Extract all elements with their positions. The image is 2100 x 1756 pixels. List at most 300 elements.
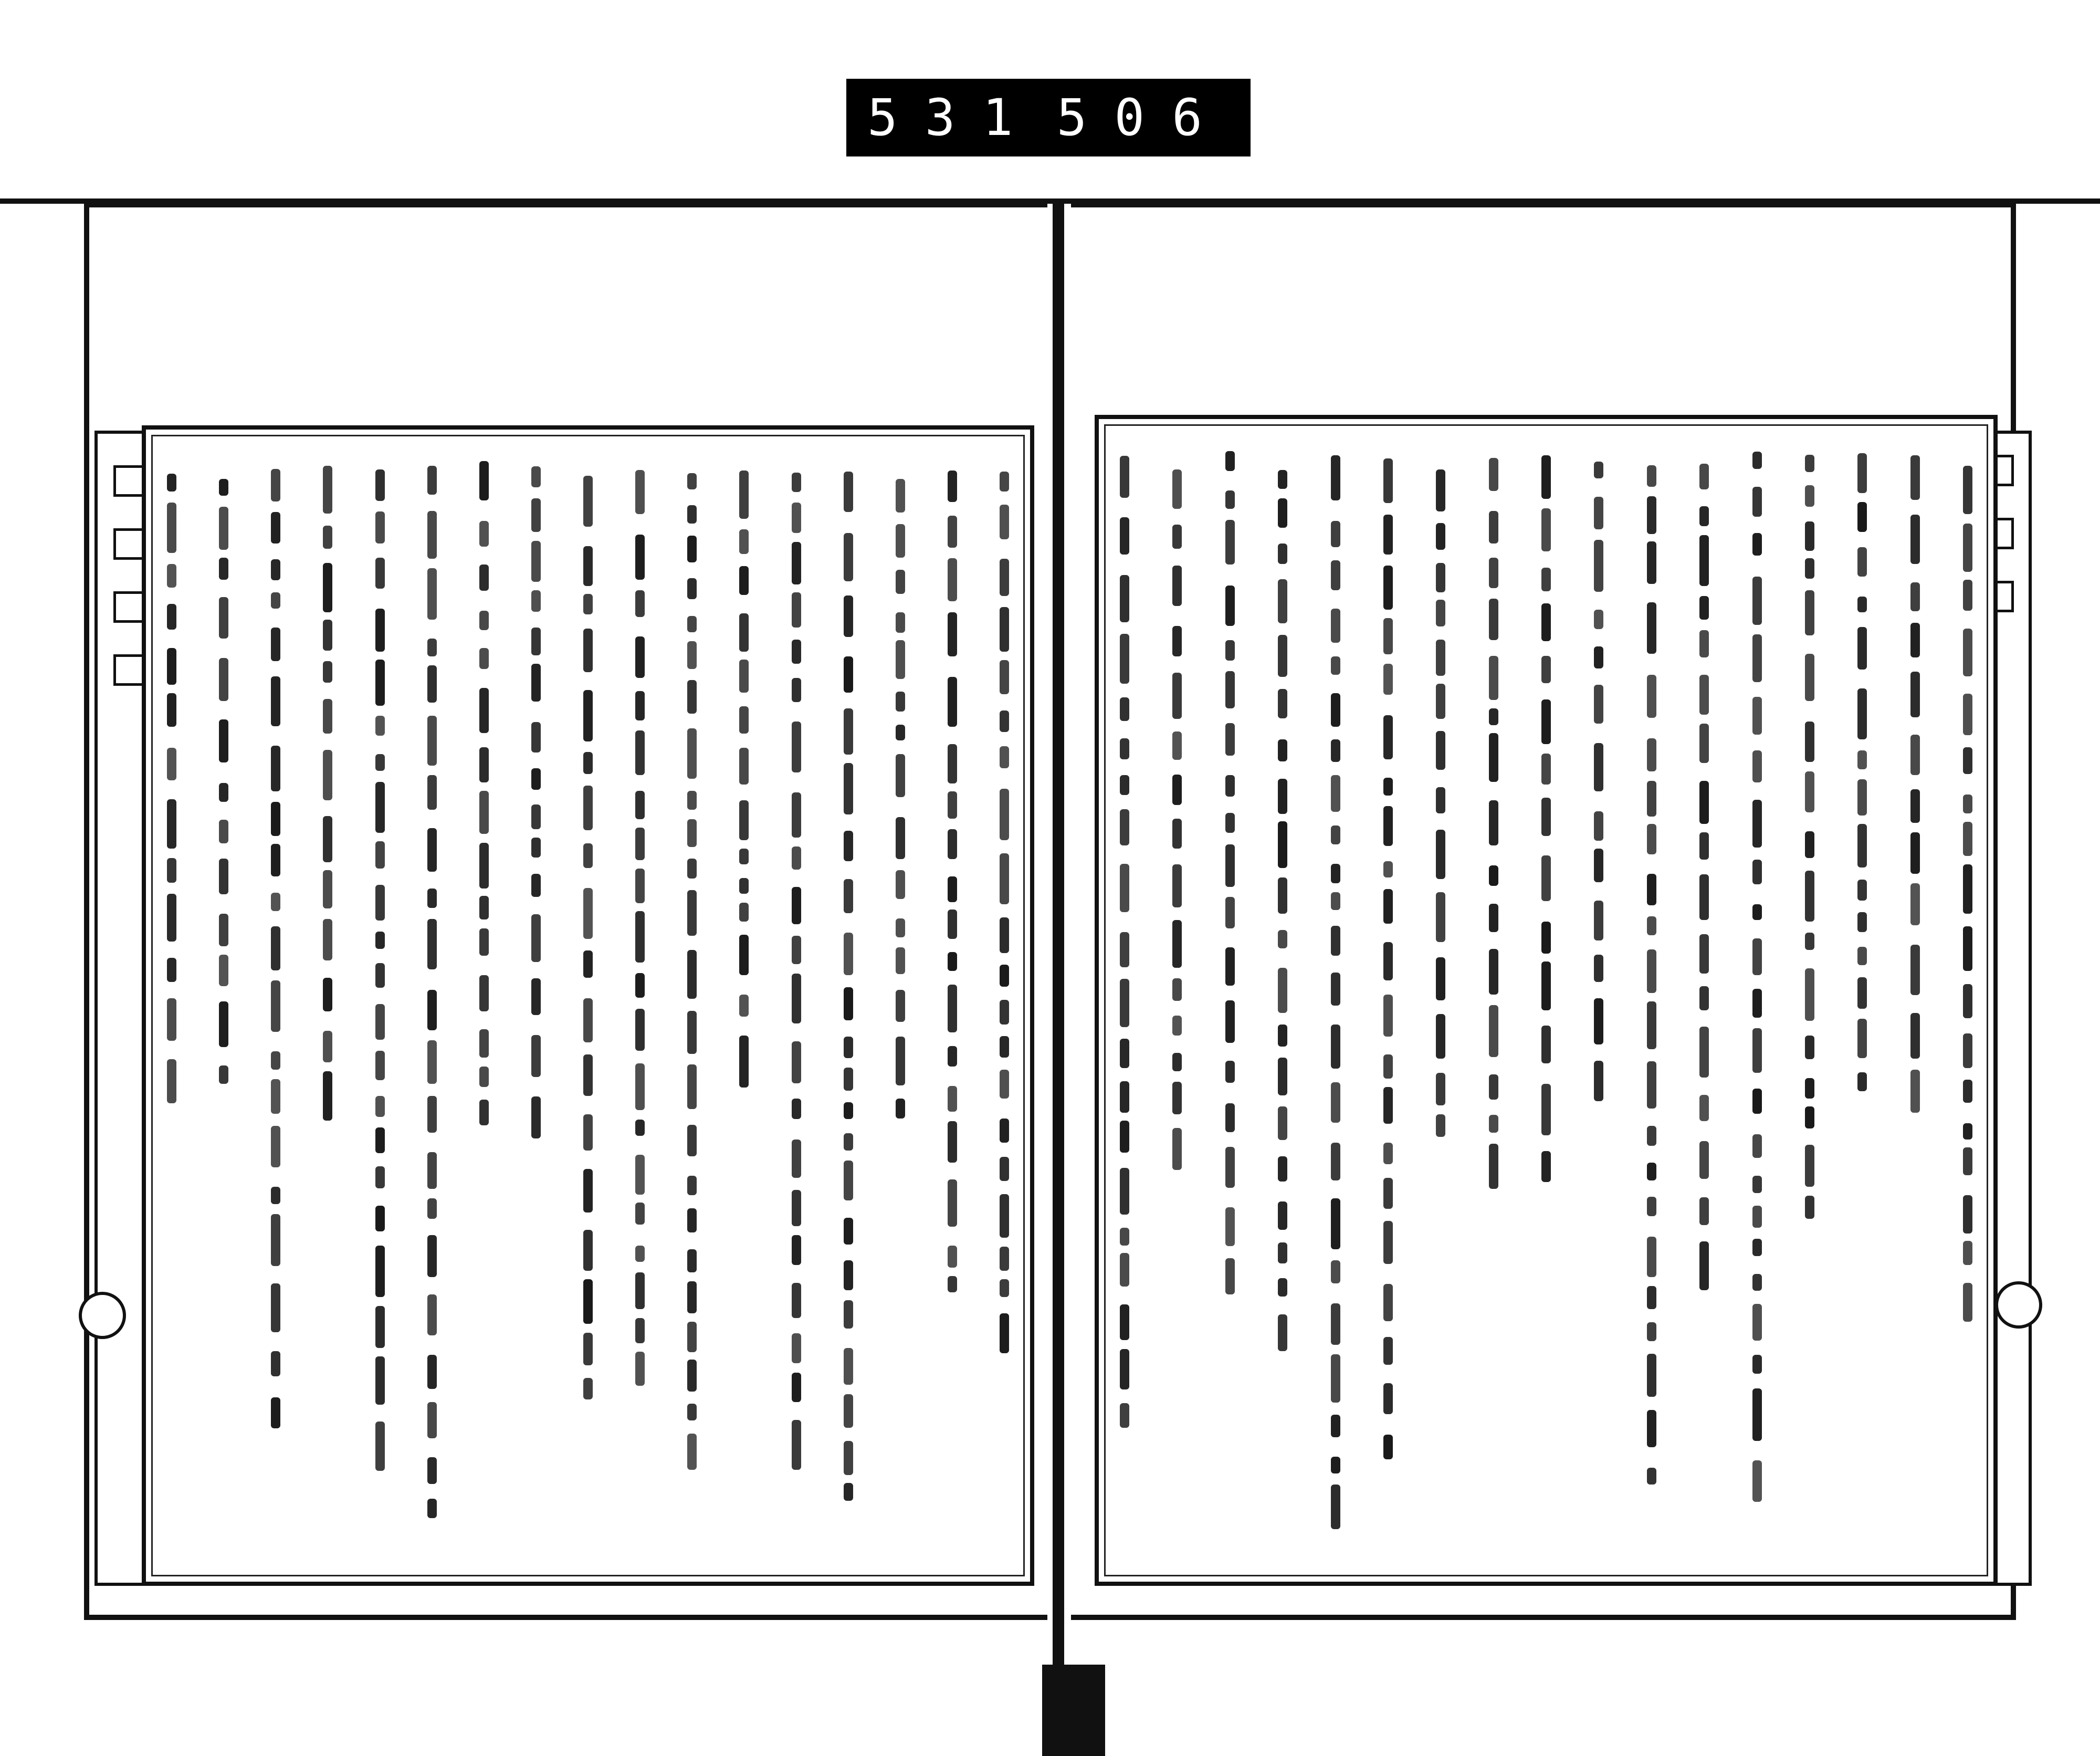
handwritten-glyph bbox=[896, 570, 905, 594]
handwritten-glyph bbox=[687, 1208, 697, 1232]
handwritten-glyph bbox=[1541, 754, 1551, 785]
handwritten-glyph bbox=[1594, 901, 1603, 940]
handwritten-glyph bbox=[479, 688, 489, 734]
handwritten-glyph bbox=[1383, 664, 1393, 695]
handwritten-glyph bbox=[375, 963, 385, 988]
handwritten-glyph bbox=[635, 1155, 645, 1195]
handwritten-glyph bbox=[583, 690, 593, 741]
handwritten-glyph bbox=[1910, 832, 1920, 874]
handwritten-glyph bbox=[1647, 496, 1656, 534]
handwritten-glyph bbox=[1857, 824, 1867, 868]
handwritten-glyph bbox=[1489, 599, 1498, 640]
handwritten-glyph bbox=[1963, 1033, 1972, 1068]
label-left-number: 531 bbox=[867, 88, 1041, 147]
handwritten-glyph bbox=[1225, 897, 1235, 928]
handwritten-glyph bbox=[948, 677, 957, 727]
handwritten-glyph bbox=[1331, 560, 1340, 590]
handwritten-glyph bbox=[1331, 1457, 1340, 1473]
handwritten-glyph bbox=[1436, 830, 1445, 879]
handwritten-glyph bbox=[1278, 821, 1287, 868]
handwritten-glyph bbox=[1647, 916, 1656, 935]
handwritten-glyph bbox=[1436, 957, 1445, 1000]
handwritten-glyph bbox=[375, 1306, 385, 1348]
handwritten-glyph bbox=[1331, 1485, 1340, 1529]
handwritten-glyph bbox=[1910, 735, 1920, 775]
handwritten-glyph bbox=[1000, 1036, 1009, 1058]
handwritten-glyph bbox=[1857, 627, 1867, 670]
handwritten-glyph bbox=[271, 559, 280, 580]
handwritten-glyph bbox=[1225, 947, 1235, 986]
handwritten-glyph bbox=[687, 1011, 697, 1054]
handwritten-glyph bbox=[219, 558, 228, 580]
handwritten-glyph bbox=[1489, 511, 1498, 543]
handwritten-glyph bbox=[167, 604, 176, 630]
handwritten-glyph bbox=[323, 870, 332, 908]
handwritten-glyph bbox=[687, 473, 697, 489]
handwritten-glyph bbox=[1647, 1197, 1656, 1216]
handwritten-glyph bbox=[531, 978, 541, 1015]
handwritten-glyph bbox=[739, 878, 749, 894]
handwritten-glyph bbox=[427, 828, 437, 872]
handwritten-glyph bbox=[1120, 575, 1129, 622]
handwritten-glyph bbox=[635, 535, 645, 580]
handwritten-glyph bbox=[479, 928, 489, 956]
handwritten-glyph bbox=[635, 828, 645, 860]
handwritten-glyph bbox=[948, 1046, 957, 1067]
handwritten-glyph bbox=[1383, 618, 1393, 654]
handwritten-glyph bbox=[219, 597, 228, 639]
handwritten-glyph bbox=[1963, 795, 1972, 813]
handwritten-glyph bbox=[1225, 586, 1235, 626]
handwritten-glyph bbox=[1963, 1241, 1972, 1266]
handwritten-glyph bbox=[479, 461, 489, 500]
handwritten-glyph bbox=[1383, 1178, 1393, 1209]
handwritten-glyph bbox=[1172, 819, 1182, 849]
handwritten-glyph bbox=[271, 746, 280, 791]
handwritten-glyph bbox=[1963, 926, 1972, 971]
handwritten-glyph bbox=[219, 783, 228, 802]
handwritten-glyph bbox=[948, 910, 957, 938]
handwritten-glyph bbox=[1857, 947, 1867, 965]
handwritten-glyph bbox=[844, 1068, 853, 1091]
handwritten-glyph bbox=[635, 691, 645, 721]
handwritten-glyph bbox=[375, 885, 385, 921]
handwritten-glyph bbox=[1541, 603, 1551, 641]
handwritten-glyph bbox=[896, 612, 905, 633]
handwritten-glyph bbox=[948, 1246, 957, 1268]
handwritten-glyph bbox=[583, 888, 593, 938]
handwritten-glyph bbox=[1805, 831, 1814, 859]
handwritten-glyph bbox=[1963, 822, 1972, 855]
handwritten-glyph bbox=[1541, 1151, 1551, 1182]
handwritten-glyph bbox=[1331, 1025, 1340, 1069]
handwritten-glyph bbox=[583, 1230, 593, 1271]
text-column bbox=[1910, 440, 1920, 1561]
handwritten-glyph bbox=[583, 998, 593, 1042]
handwritten-glyph bbox=[687, 819, 697, 847]
handwritten-glyph bbox=[271, 926, 280, 970]
handwritten-glyph bbox=[1225, 671, 1235, 708]
handwritten-glyph bbox=[1647, 874, 1656, 905]
handwritten-glyph bbox=[219, 914, 228, 947]
handwritten-glyph bbox=[1805, 558, 1814, 578]
handwritten-glyph bbox=[1910, 672, 1920, 717]
handwritten-glyph bbox=[687, 1125, 697, 1156]
handwritten-glyph bbox=[635, 1272, 645, 1309]
handwritten-glyph bbox=[1436, 1114, 1445, 1137]
handwritten-glyph bbox=[1805, 1078, 1814, 1099]
handwritten-glyph bbox=[844, 1161, 853, 1200]
handwritten-glyph bbox=[948, 791, 957, 819]
handwritten-glyph bbox=[1331, 1303, 1340, 1345]
handwritten-glyph bbox=[635, 1318, 645, 1343]
handwritten-glyph bbox=[635, 1246, 645, 1262]
handwritten-glyph bbox=[896, 692, 905, 712]
handwritten-glyph bbox=[1647, 675, 1656, 718]
text-column bbox=[375, 451, 385, 1561]
handwritten-glyph bbox=[896, 1037, 905, 1085]
text-column bbox=[896, 451, 905, 1561]
handwritten-glyph bbox=[1331, 1354, 1340, 1403]
handwritten-glyph bbox=[1699, 986, 1709, 1010]
handwritten-glyph bbox=[1383, 1087, 1393, 1124]
handwritten-glyph bbox=[375, 782, 385, 833]
handwritten-glyph bbox=[271, 676, 280, 726]
handwritten-glyph bbox=[167, 648, 176, 684]
handwritten-glyph bbox=[1805, 1106, 1814, 1128]
handwritten-glyph bbox=[1489, 800, 1498, 845]
handwritten-glyph bbox=[1120, 456, 1129, 498]
handwritten-glyph bbox=[1225, 1000, 1235, 1042]
text-column bbox=[739, 451, 749, 1561]
handwritten-glyph bbox=[1120, 1228, 1129, 1246]
text-column bbox=[323, 451, 332, 1561]
handwritten-glyph bbox=[1752, 750, 1762, 783]
handwritten-glyph bbox=[1647, 1001, 1656, 1049]
handwritten-glyph bbox=[1647, 1237, 1656, 1278]
handwritten-glyph bbox=[1436, 563, 1445, 592]
handwritten-glyph bbox=[323, 699, 332, 734]
handwritten-glyph bbox=[1225, 640, 1235, 661]
handwritten-glyph bbox=[1752, 1176, 1762, 1193]
handwritten-glyph bbox=[1436, 684, 1445, 719]
handwritten-glyph bbox=[1436, 1073, 1445, 1105]
handwritten-glyph bbox=[167, 894, 176, 942]
handwritten-glyph bbox=[792, 846, 801, 870]
text-column bbox=[1172, 440, 1182, 1561]
handwritten-glyph bbox=[1489, 708, 1498, 725]
margin-glyph bbox=[113, 528, 145, 560]
handwritten-glyph bbox=[1331, 521, 1340, 547]
handwritten-glyph bbox=[1594, 849, 1603, 882]
handwritten-glyph bbox=[1647, 1126, 1656, 1145]
handwritten-glyph bbox=[635, 1009, 645, 1051]
handwritten-glyph bbox=[1857, 453, 1867, 493]
handwritten-glyph bbox=[739, 935, 749, 975]
handwritten-glyph bbox=[1225, 1103, 1235, 1132]
handwritten-glyph bbox=[1699, 934, 1709, 974]
handwritten-glyph bbox=[948, 516, 957, 548]
handwritten-glyph bbox=[1699, 506, 1709, 526]
handwritten-glyph bbox=[687, 1281, 697, 1314]
handwritten-glyph bbox=[1699, 832, 1709, 860]
handwritten-glyph bbox=[1910, 945, 1920, 995]
handwritten-glyph bbox=[375, 1356, 385, 1405]
handwritten-glyph bbox=[167, 799, 176, 849]
handwritten-glyph bbox=[583, 752, 593, 774]
handwritten-glyph bbox=[635, 470, 645, 514]
handwritten-glyph bbox=[1172, 1016, 1182, 1036]
handwritten-glyph bbox=[1331, 825, 1340, 844]
handwritten-glyph bbox=[271, 512, 280, 543]
handwritten-glyph bbox=[1647, 949, 1656, 993]
margin-glyph bbox=[113, 465, 145, 497]
handwritten-glyph bbox=[1225, 723, 1235, 756]
handwritten-glyph bbox=[1120, 1039, 1129, 1069]
handwritten-glyph bbox=[844, 708, 853, 755]
handwritten-glyph bbox=[323, 526, 332, 549]
handwritten-glyph bbox=[739, 471, 749, 519]
handwritten-glyph bbox=[323, 563, 332, 612]
handwritten-glyph bbox=[1000, 559, 1009, 596]
handwritten-glyph bbox=[844, 933, 853, 975]
handwritten-glyph bbox=[844, 1300, 853, 1329]
handwritten-glyph bbox=[427, 1152, 437, 1189]
handwritten-glyph bbox=[1752, 1239, 1762, 1256]
handwritten-glyph bbox=[583, 1279, 593, 1324]
handwritten-glyph bbox=[1120, 864, 1129, 913]
handwritten-glyph bbox=[1120, 517, 1129, 555]
handwritten-glyph bbox=[792, 722, 801, 772]
handwritten-glyph bbox=[1436, 731, 1445, 770]
handwritten-glyph bbox=[531, 1035, 541, 1077]
handwritten-glyph bbox=[1172, 978, 1182, 1001]
handwritten-glyph bbox=[1436, 469, 1445, 511]
handwritten-glyph bbox=[1331, 1082, 1340, 1123]
handwritten-glyph bbox=[479, 565, 489, 591]
handwritten-glyph bbox=[375, 660, 385, 706]
handwritten-glyph bbox=[1172, 775, 1182, 805]
handwritten-glyph bbox=[375, 1127, 385, 1153]
handwritten-glyph bbox=[1278, 1106, 1287, 1140]
handwritten-glyph bbox=[323, 816, 332, 862]
handwritten-glyph bbox=[1594, 540, 1603, 592]
handwritten-glyph bbox=[1594, 743, 1603, 791]
handwritten-glyph bbox=[792, 592, 801, 628]
handwritten-glyph bbox=[1383, 1221, 1393, 1264]
handwritten-glyph bbox=[271, 1187, 280, 1204]
handwritten-glyph bbox=[948, 952, 957, 971]
handwritten-glyph bbox=[1963, 694, 1972, 735]
handwritten-glyph bbox=[1278, 877, 1287, 914]
handwritten-glyph bbox=[1436, 523, 1445, 550]
handwritten-glyph bbox=[896, 479, 905, 513]
handwritten-glyph bbox=[1331, 739, 1340, 762]
handwritten-glyph bbox=[1331, 609, 1340, 643]
handwritten-glyph bbox=[427, 990, 437, 1030]
handwritten-glyph bbox=[375, 754, 385, 771]
handwritten-glyph bbox=[375, 1166, 385, 1188]
handwritten-glyph bbox=[844, 1483, 853, 1501]
handwritten-glyph bbox=[271, 1214, 280, 1266]
handwritten-glyph bbox=[948, 1086, 957, 1112]
handwritten-glyph bbox=[1000, 1157, 1009, 1182]
handwritten-glyph bbox=[896, 725, 905, 741]
handwritten-glyph bbox=[1699, 596, 1709, 620]
handwritten-glyph bbox=[1278, 930, 1287, 948]
handwritten-glyph bbox=[1752, 1206, 1762, 1228]
handwritten-glyph bbox=[896, 870, 905, 899]
handwritten-glyph bbox=[1383, 1435, 1393, 1459]
handwritten-glyph bbox=[896, 1099, 905, 1119]
handwritten-glyph bbox=[219, 1001, 228, 1047]
handwritten-glyph bbox=[792, 503, 801, 532]
handwritten-glyph bbox=[948, 471, 957, 503]
handwritten-glyph bbox=[687, 578, 697, 599]
handwritten-glyph bbox=[1120, 1081, 1129, 1113]
text-column bbox=[792, 451, 801, 1561]
handwritten-glyph bbox=[1000, 965, 1009, 987]
handwritten-glyph bbox=[1805, 521, 1814, 551]
handwritten-glyph bbox=[1857, 1019, 1867, 1058]
handwritten-glyph bbox=[271, 1079, 280, 1114]
handwritten-glyph bbox=[1699, 1141, 1709, 1179]
handwritten-glyph bbox=[635, 730, 645, 776]
book-fold-line bbox=[1053, 202, 1064, 1683]
handwritten-glyph bbox=[1805, 771, 1814, 812]
handwritten-glyph bbox=[375, 469, 385, 501]
handwritten-glyph bbox=[1489, 656, 1498, 700]
handwritten-glyph bbox=[1541, 1084, 1551, 1135]
handwritten-glyph bbox=[896, 817, 905, 859]
archive-label-strip bbox=[846, 79, 1251, 156]
page-circle-mark bbox=[79, 1292, 126, 1339]
handwritten-glyph bbox=[1489, 1074, 1498, 1100]
handwritten-glyph bbox=[792, 1041, 801, 1083]
handwritten-glyph bbox=[792, 678, 801, 702]
handwritten-glyph bbox=[1594, 462, 1603, 478]
handwritten-glyph bbox=[1594, 610, 1603, 629]
handwritten-glyph bbox=[167, 693, 176, 727]
label-right-number: 506 bbox=[1056, 88, 1230, 147]
handwritten-glyph bbox=[1120, 979, 1129, 1027]
handwritten-glyph bbox=[1910, 455, 1920, 499]
handwritten-glyph bbox=[1331, 892, 1340, 910]
handwritten-glyph bbox=[1541, 656, 1551, 683]
handwritten-glyph bbox=[1000, 710, 1009, 732]
handwritten-glyph bbox=[219, 1065, 228, 1084]
handwritten-glyph bbox=[1120, 634, 1129, 684]
handwritten-glyph bbox=[1699, 1027, 1709, 1078]
handwritten-glyph bbox=[1594, 998, 1603, 1044]
handwritten-glyph bbox=[792, 640, 801, 664]
handwritten-glyph bbox=[1278, 779, 1287, 814]
handwritten-glyph bbox=[583, 1333, 593, 1366]
handwritten-glyph bbox=[427, 1294, 437, 1335]
handwritten-glyph bbox=[792, 542, 801, 584]
handwritten-glyph bbox=[531, 590, 541, 612]
handwritten-glyph bbox=[271, 844, 280, 876]
handwritten-glyph bbox=[427, 466, 437, 495]
handwritten-glyph bbox=[219, 955, 228, 986]
handwritten-glyph bbox=[1752, 1274, 1762, 1291]
handwritten-glyph bbox=[479, 1029, 489, 1058]
handwritten-glyph bbox=[1383, 715, 1393, 759]
handwritten-glyph bbox=[1225, 844, 1235, 887]
handwritten-glyph bbox=[1383, 566, 1393, 610]
handwritten-glyph bbox=[844, 1102, 853, 1119]
handwritten-glyph bbox=[1120, 932, 1129, 967]
handwritten-glyph bbox=[323, 750, 332, 800]
handwritten-glyph bbox=[271, 802, 280, 837]
handwritten-glyph bbox=[896, 524, 905, 558]
handwritten-glyph bbox=[531, 466, 541, 487]
handwritten-glyph bbox=[635, 1203, 645, 1225]
handwritten-glyph bbox=[167, 564, 176, 587]
handwritten-glyph bbox=[479, 975, 489, 1011]
handwritten-glyph bbox=[1172, 1053, 1182, 1071]
handwritten-glyph bbox=[1225, 775, 1235, 797]
handwritten-glyph bbox=[1963, 984, 1972, 1019]
handwritten-glyph bbox=[1752, 989, 1762, 1018]
handwritten-glyph bbox=[1000, 746, 1009, 768]
handwritten-glyph bbox=[1331, 1260, 1340, 1283]
handwritten-glyph bbox=[1541, 798, 1551, 836]
handwritten-glyph bbox=[1752, 1028, 1762, 1073]
handwritten-glyph bbox=[1172, 1128, 1182, 1170]
handwritten-glyph bbox=[1805, 1196, 1814, 1219]
handwritten-glyph bbox=[1699, 675, 1709, 715]
handwritten-glyph bbox=[1489, 1005, 1498, 1057]
handwritten-glyph bbox=[479, 747, 489, 782]
handwritten-glyph bbox=[1120, 697, 1129, 721]
handwritten-glyph bbox=[1120, 1349, 1129, 1389]
handwritten-glyph bbox=[1752, 904, 1762, 920]
handwritten-glyph bbox=[1541, 1026, 1551, 1063]
handwritten-glyph bbox=[739, 748, 749, 785]
handwritten-glyph bbox=[844, 831, 853, 861]
handwritten-glyph bbox=[1857, 977, 1867, 1009]
handwritten-glyph bbox=[1383, 1143, 1393, 1164]
handwritten-glyph bbox=[948, 558, 957, 601]
text-column bbox=[687, 451, 697, 1561]
handwritten-glyph bbox=[635, 590, 645, 617]
handwritten-glyph bbox=[792, 1235, 801, 1265]
handwritten-glyph bbox=[844, 1037, 853, 1058]
handwritten-glyph bbox=[1172, 566, 1182, 607]
handwritten-glyph bbox=[1699, 724, 1709, 764]
handwritten-glyph bbox=[1278, 498, 1287, 528]
handwritten-glyph bbox=[739, 706, 749, 734]
handwritten-glyph bbox=[1331, 455, 1340, 500]
text-column bbox=[167, 451, 176, 1561]
handwritten-glyph bbox=[427, 1355, 437, 1389]
handwritten-glyph bbox=[375, 716, 385, 736]
handwritten-glyph bbox=[1383, 806, 1393, 846]
text-column bbox=[1383, 440, 1393, 1561]
handwritten-glyph bbox=[1594, 497, 1603, 529]
handwritten-glyph bbox=[1594, 646, 1603, 668]
handwritten-glyph bbox=[1752, 452, 1762, 469]
handwritten-glyph bbox=[1699, 781, 1709, 824]
handwritten-glyph bbox=[1647, 465, 1656, 486]
handwritten-glyph bbox=[1000, 1119, 1009, 1143]
handwritten-glyph bbox=[427, 665, 437, 703]
handwritten-glyph bbox=[739, 1036, 749, 1088]
handwritten-glyph bbox=[948, 612, 957, 656]
handwritten-glyph bbox=[375, 1246, 385, 1298]
handwritten-glyph bbox=[1752, 697, 1762, 735]
